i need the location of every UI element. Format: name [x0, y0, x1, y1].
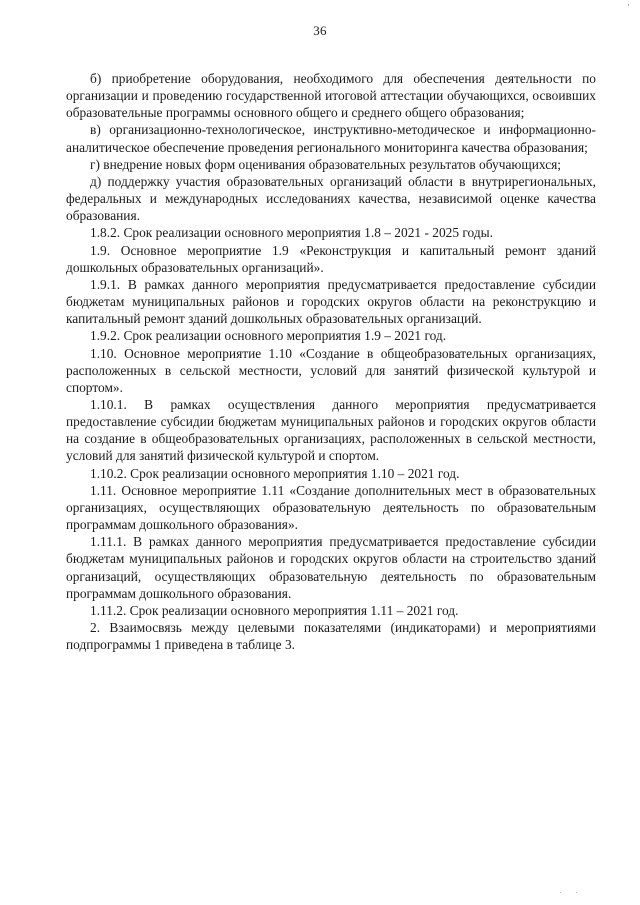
paragraph: г) внедрение новых форм оценивания образовательных результатов обучающихся; [90, 156, 562, 172]
paragraph: 2. Взаимосвязь между целевыми показателями (индикаторами) и мероприятиями подпрограммы 1 приведена в таблице 3. [66, 620, 596, 653]
scan-corner-mark: · [627, 0, 630, 10]
paragraph: б) приобретение оборудования, необходимого для обеспечения деятельности по организации и проведению государственной итоговой аттестации обучающихся, освоивших образовательные программы основного общего и среднего общего образования; [66, 71, 596, 121]
paragraph: 1.10.2. Срок реализации основного мероприятия 1.10 – 2021 год. [90, 465, 460, 481]
scan-artifact-marks: · · [559, 889, 584, 897]
page-number: 36 [313, 23, 327, 38]
paragraph: 1.11.1. В рамках данного мероприятия предусматривается предоставление субсидии бюджетам муниципальных районов и городских округов области на строительство зданий организаций, осуществляющих образовательную деятельность по образовательным программам дошкольного образования. [66, 534, 596, 601]
body-text [66, 70, 596, 653]
paragraph: 1.10. Основное мероприятие 1.10 «Создание в общеобразовательных организациях, расположенных в сельской местности, условий для занятий физической культурой и спортом». [66, 345, 596, 395]
paragraph: 1.11.2. Срок реализации основного мероприятия 1.11 – 2021 год. [90, 602, 459, 618]
paragraph: 1.8.2. Срок реализации основного мероприятия 1.8 – 2021 - 2025 годы. [90, 225, 494, 241]
paragraph: 1.10.1. В рамках осуществления данного мероприятия предусматривается предоставление субсидии бюджетам муниципальных районов и городских округов области на создание в общеобразовательных организациях, расположенных в сельской местности, условий для занятий физической культурой и спортом. [66, 396, 596, 464]
paragraph: 1.11. Основное мероприятие 1.11 «Создание дополнительных мест в образовательных организациях, осуществляющих образовательную деятельность по образовательным программам дошкольного образования». [66, 482, 596, 533]
paragraph: 1.9. Основное мероприятие 1.9 «Реконструкция и капитальный ремонт зданий дошкольных образовательных организаций». [66, 242, 596, 275]
paragraph: в) организационно-технологическое, инструктивно-методическое и информационно-аналитическое обеспечение проведения регионального мониторинга качества образования; [66, 122, 596, 155]
paragraph: 1.9.2. Срок реализации основного мероприятия 1.9 – 2021 год. [90, 328, 447, 344]
paragraph: д) поддержку участия образовательных организаций области в внутрирегиональных, федеральных и международных исследованиях качества, независимой оценке качества образования. [66, 173, 596, 224]
paragraph: 1.9.1. В рамках данного мероприятия предусматривается предоставление субсидии бюджетам муниципальных районов и городских округов области на реконструкцию и капитальный ремонт зданий дошкольных образовательных организаций. [66, 276, 596, 327]
